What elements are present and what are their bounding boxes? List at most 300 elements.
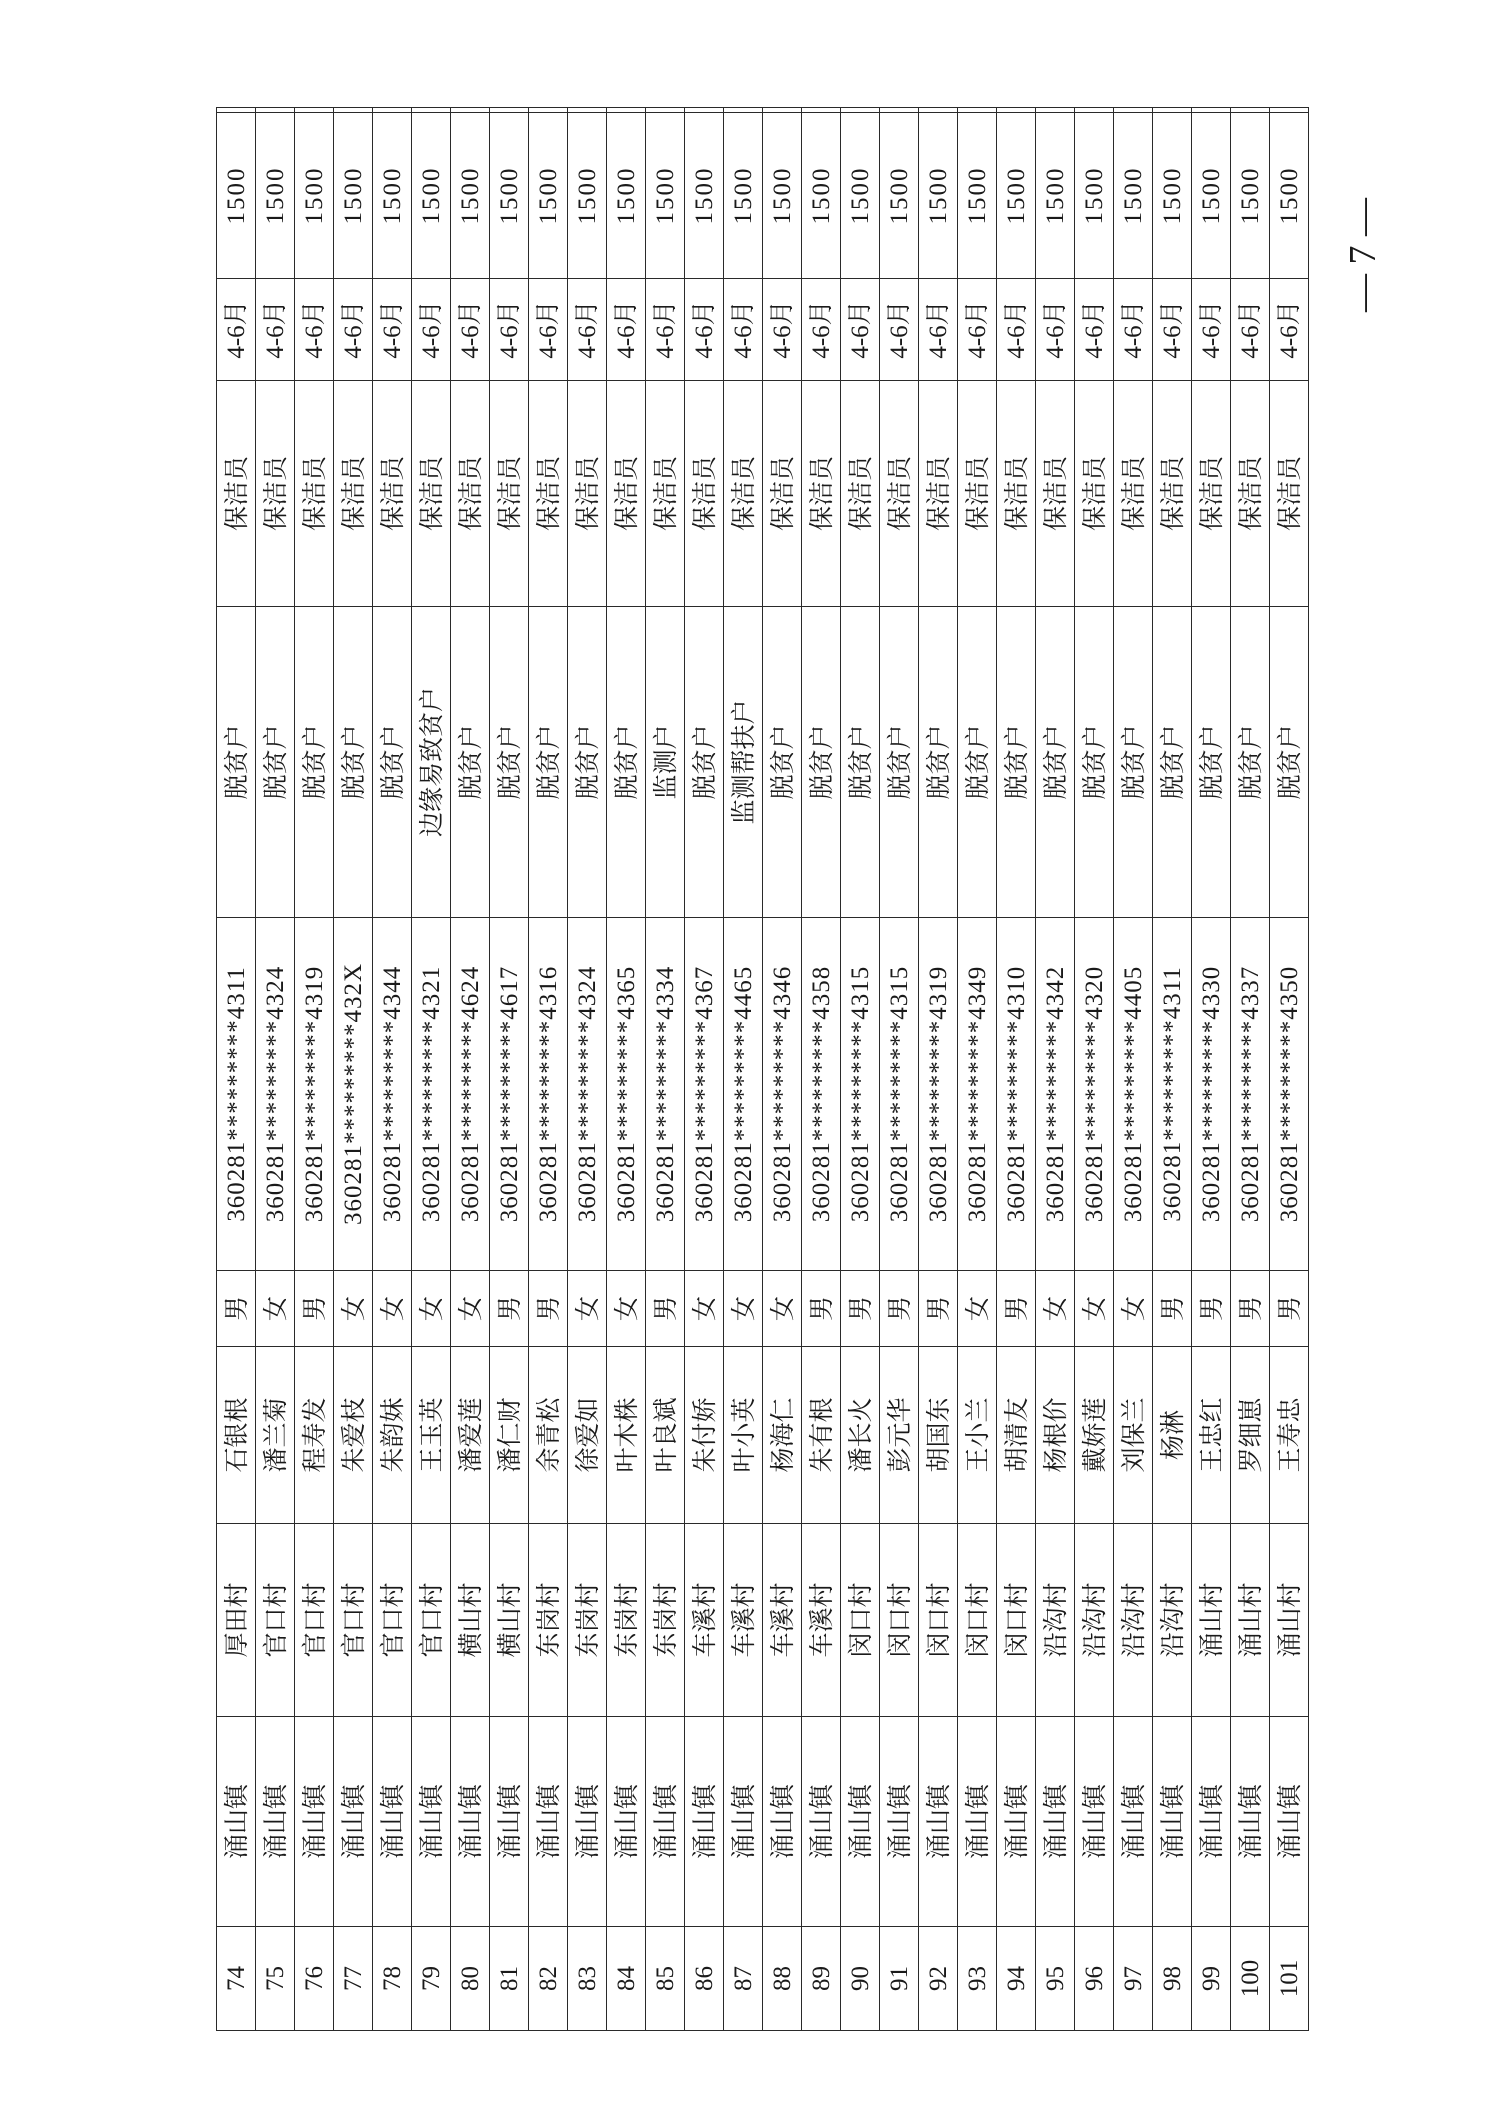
cell-months: 4-6月 [1036, 279, 1075, 381]
cell-remark [607, 108, 646, 113]
cell-name: 罗细崽 [1231, 1347, 1270, 1524]
cell-gender: 女 [412, 1271, 451, 1347]
cell-township: 涌山镇 [1153, 1717, 1192, 1927]
cell-post: 保洁员 [1192, 381, 1231, 607]
page-number [1339, 200, 1387, 310]
cell-township: 涌山镇 [724, 1717, 763, 1927]
cell-name: 彭元华 [880, 1347, 919, 1524]
cell-post: 保洁员 [880, 381, 919, 607]
cell-household-category: 脱贫户 [1075, 607, 1114, 918]
cell-id-number: 360281*********4311 [1153, 918, 1192, 1271]
cell-name: 刘保兰 [1114, 1347, 1153, 1524]
table-row [1153, 108, 1192, 2031]
cell-household-category: 脱贫户 [1114, 607, 1153, 918]
cell-household-category: 脱贫户 [529, 607, 568, 918]
cell-id-number: 360281*********4367 [685, 918, 724, 1271]
cell-township: 涌山镇 [997, 1717, 1036, 1927]
cell-amount: 1500 [1270, 113, 1309, 279]
cell-township: 涌山镇 [802, 1717, 841, 1927]
cell-remark [490, 108, 529, 113]
cell-remark [919, 108, 958, 113]
cell-gender: 男 [841, 1271, 880, 1347]
cell-id-number: 360281*********4617 [490, 918, 529, 1271]
cell-village: 闵口村 [958, 1524, 997, 1717]
cell-months: 4-6月 [646, 279, 685, 381]
cell-remark [529, 108, 568, 113]
cell-post: 保洁员 [412, 381, 451, 607]
table-row [1192, 108, 1231, 2031]
cell-amount: 1500 [802, 113, 841, 279]
cell-village: 横山村 [490, 1524, 529, 1717]
cell-amount: 1500 [451, 113, 490, 279]
cell-name: 叶良斌 [646, 1347, 685, 1524]
cell-row-number: 100 [1231, 1927, 1270, 2031]
cell-name: 余青松 [529, 1347, 568, 1524]
cell-village: 厚田村 [217, 1524, 256, 1717]
subsidy-roster-table [216, 107, 1309, 2031]
cell-months: 4-6月 [568, 279, 607, 381]
table-row [412, 108, 451, 2031]
cell-gender: 女 [256, 1271, 295, 1347]
cell-village: 涌山村 [1231, 1524, 1270, 1717]
cell-amount: 1500 [841, 113, 880, 279]
cell-remark [373, 108, 412, 113]
cell-post: 保洁员 [1036, 381, 1075, 607]
cell-amount: 1500 [1231, 113, 1270, 279]
cell-amount: 1500 [529, 113, 568, 279]
cell-township: 涌山镇 [295, 1717, 334, 1927]
cell-township: 涌山镇 [763, 1717, 802, 1927]
cell-household-category: 边缘易致贫户 [412, 607, 451, 918]
cell-amount: 1500 [334, 113, 373, 279]
cell-name: 杨根价 [1036, 1347, 1075, 1524]
cell-name: 叶小英 [724, 1347, 763, 1524]
cell-row-number: 99 [1192, 1927, 1231, 2031]
cell-village: 东岗村 [568, 1524, 607, 1717]
cell-village: 横山村 [451, 1524, 490, 1717]
table-row [1075, 108, 1114, 2031]
cell-household-category: 监测户 [646, 607, 685, 918]
cell-row-number: 89 [802, 1927, 841, 2031]
cell-gender: 女 [685, 1271, 724, 1347]
cell-row-number: 96 [1075, 1927, 1114, 2031]
table-row [1270, 108, 1309, 2031]
cell-name: 程寿发 [295, 1347, 334, 1524]
cell-remark [841, 108, 880, 113]
cell-township: 涌山镇 [256, 1717, 295, 1927]
cell-township: 涌山镇 [490, 1717, 529, 1927]
cell-months: 4-6月 [685, 279, 724, 381]
table-row [256, 108, 295, 2031]
roster-body [217, 108, 1309, 2031]
cell-months: 4-6月 [334, 279, 373, 381]
cell-id-number: 360281*********4337 [1231, 918, 1270, 1271]
cell-row-number: 82 [529, 1927, 568, 2031]
cell-post: 保洁员 [373, 381, 412, 607]
cell-remark [880, 108, 919, 113]
cell-village: 沿沟村 [1075, 1524, 1114, 1717]
table-row [841, 108, 880, 2031]
cell-months: 4-6月 [724, 279, 763, 381]
cell-id-number: 360281*********4319 [295, 918, 334, 1271]
cell-amount: 1500 [880, 113, 919, 279]
cell-post: 保洁员 [997, 381, 1036, 607]
cell-gender: 男 [1270, 1271, 1309, 1347]
cell-township: 涌山镇 [841, 1717, 880, 1927]
cell-remark [1075, 108, 1114, 113]
cell-post: 保洁员 [1231, 381, 1270, 607]
cell-post: 保洁员 [490, 381, 529, 607]
cell-amount: 1500 [1114, 113, 1153, 279]
cell-gender: 男 [802, 1271, 841, 1347]
cell-name: 王寿忠 [1270, 1347, 1309, 1524]
cell-gender: 女 [568, 1271, 607, 1347]
cell-row-number: 84 [607, 1927, 646, 2031]
cell-months: 4-6月 [529, 279, 568, 381]
cell-name: 朱有根 [802, 1347, 841, 1524]
cell-post: 保洁员 [802, 381, 841, 607]
cell-remark [412, 108, 451, 113]
cell-gender: 女 [1036, 1271, 1075, 1347]
cell-remark [334, 108, 373, 113]
cell-remark [1192, 108, 1231, 113]
cell-remark [685, 108, 724, 113]
cell-amount: 1500 [412, 113, 451, 279]
cell-months: 4-6月 [373, 279, 412, 381]
cell-village: 闵口村 [919, 1524, 958, 1717]
cell-post: 保洁员 [568, 381, 607, 607]
cell-row-number: 83 [568, 1927, 607, 2031]
table-row [529, 108, 568, 2031]
cell-village: 车溪村 [724, 1524, 763, 1717]
cell-amount: 1500 [1192, 113, 1231, 279]
cell-post: 保洁员 [763, 381, 802, 607]
table-row [451, 108, 490, 2031]
cell-remark [1231, 108, 1270, 113]
cell-township: 涌山镇 [685, 1717, 724, 1927]
cell-township: 涌山镇 [529, 1717, 568, 1927]
cell-gender: 女 [334, 1271, 373, 1347]
table-row [763, 108, 802, 2031]
cell-gender: 女 [373, 1271, 412, 1347]
cell-household-category: 脱贫户 [958, 607, 997, 918]
cell-id-number: 360281*********4344 [373, 918, 412, 1271]
cell-village: 官口村 [256, 1524, 295, 1717]
cell-months: 4-6月 [1231, 279, 1270, 381]
cell-gender: 男 [919, 1271, 958, 1347]
cell-household-category: 脱贫户 [1231, 607, 1270, 918]
cell-id-number: 360281*********4358 [802, 918, 841, 1271]
cell-row-number: 86 [685, 1927, 724, 2031]
cell-row-number: 79 [412, 1927, 451, 2031]
cell-household-category: 监测帮扶户 [724, 607, 763, 918]
cell-post: 保洁员 [724, 381, 763, 607]
cell-gender: 男 [646, 1271, 685, 1347]
cell-post: 保洁员 [958, 381, 997, 607]
cell-household-category: 脱贫户 [763, 607, 802, 918]
cell-name: 朱爱枝 [334, 1347, 373, 1524]
cell-name: 杨淋 [1153, 1347, 1192, 1524]
cell-household-category: 脱贫户 [1153, 607, 1192, 918]
cell-village: 官口村 [295, 1524, 334, 1717]
cell-id-number: 360281*********4334 [646, 918, 685, 1271]
cell-name: 徐爱如 [568, 1347, 607, 1524]
cell-township: 涌山镇 [334, 1717, 373, 1927]
cell-gender: 男 [880, 1271, 919, 1347]
cell-amount: 1500 [958, 113, 997, 279]
cell-post: 保洁员 [295, 381, 334, 607]
cell-household-category: 脱贫户 [295, 607, 334, 918]
cell-id-number: 360281*********4346 [763, 918, 802, 1271]
cell-amount: 1500 [763, 113, 802, 279]
cell-gender: 男 [997, 1271, 1036, 1347]
cell-id-number: 360281*********4324 [256, 918, 295, 1271]
cell-row-number: 80 [451, 1927, 490, 2031]
cell-row-number: 93 [958, 1927, 997, 2031]
cell-id-number: 360281*********4330 [1192, 918, 1231, 1271]
cell-row-number: 88 [763, 1927, 802, 2031]
cell-amount: 1500 [724, 113, 763, 279]
cell-name: 王玉英 [412, 1347, 451, 1524]
cell-months: 4-6月 [763, 279, 802, 381]
cell-village: 东岗村 [529, 1524, 568, 1717]
cell-remark [451, 108, 490, 113]
cell-village: 车溪村 [802, 1524, 841, 1717]
cell-village: 官口村 [334, 1524, 373, 1717]
table-row [217, 108, 256, 2031]
cell-row-number: 97 [1114, 1927, 1153, 2031]
cell-household-category: 脱贫户 [373, 607, 412, 918]
cell-post: 保洁员 [1114, 381, 1153, 607]
cell-township: 涌山镇 [1192, 1717, 1231, 1927]
cell-months: 4-6月 [1114, 279, 1153, 381]
cell-village: 东岗村 [646, 1524, 685, 1717]
cell-household-category: 脱贫户 [607, 607, 646, 918]
table-row [295, 108, 334, 2031]
cell-post: 保洁员 [451, 381, 490, 607]
cell-id-number: 360281*********432X [334, 918, 373, 1271]
cell-months: 4-6月 [958, 279, 997, 381]
cell-amount: 1500 [568, 113, 607, 279]
table-row [490, 108, 529, 2031]
cell-gender: 女 [1114, 1271, 1153, 1347]
cell-township: 涌山镇 [1270, 1717, 1309, 1927]
cell-remark [568, 108, 607, 113]
table-row [1231, 108, 1270, 2031]
cell-post: 保洁员 [607, 381, 646, 607]
cell-months: 4-6月 [1192, 279, 1231, 381]
cell-remark [802, 108, 841, 113]
cell-village: 涌山村 [1192, 1524, 1231, 1717]
cell-village: 车溪村 [685, 1524, 724, 1717]
cell-amount: 1500 [919, 113, 958, 279]
cell-id-number: 360281*********4349 [958, 918, 997, 1271]
cell-row-number: 95 [1036, 1927, 1075, 2031]
cell-months: 4-6月 [802, 279, 841, 381]
cell-name: 潘兰菊 [256, 1347, 295, 1524]
table-row [568, 108, 607, 2031]
cell-gender: 女 [958, 1271, 997, 1347]
cell-township: 涌山镇 [646, 1717, 685, 1927]
cell-remark [1153, 108, 1192, 113]
cell-months: 4-6月 [607, 279, 646, 381]
cell-household-category: 脱贫户 [256, 607, 295, 918]
cell-household-category: 脱贫户 [919, 607, 958, 918]
cell-gender: 女 [607, 1271, 646, 1347]
cell-months: 4-6月 [412, 279, 451, 381]
cell-township: 涌山镇 [607, 1717, 646, 1927]
cell-post: 保洁员 [256, 381, 295, 607]
cell-amount: 1500 [295, 113, 334, 279]
cell-row-number: 81 [490, 1927, 529, 2031]
cell-post: 保洁员 [217, 381, 256, 607]
cell-village: 闵口村 [997, 1524, 1036, 1717]
cell-gender: 女 [451, 1271, 490, 1347]
cell-amount: 1500 [646, 113, 685, 279]
cell-amount: 1500 [1153, 113, 1192, 279]
cell-row-number: 87 [724, 1927, 763, 2031]
cell-row-number: 90 [841, 1927, 880, 2031]
cell-row-number: 91 [880, 1927, 919, 2031]
table-row [802, 108, 841, 2031]
cell-household-category: 脱贫户 [1192, 607, 1231, 918]
cell-remark [724, 108, 763, 113]
cell-township: 涌山镇 [1231, 1717, 1270, 1927]
cell-id-number: 360281*********4624 [451, 918, 490, 1271]
table-row [880, 108, 919, 2031]
cell-name: 潘爱莲 [451, 1347, 490, 1524]
page-number-text: — 7 — [1342, 198, 1384, 312]
cell-months: 4-6月 [256, 279, 295, 381]
cell-gender: 女 [724, 1271, 763, 1347]
cell-amount: 1500 [607, 113, 646, 279]
table-row [919, 108, 958, 2031]
cell-household-category: 脱贫户 [1270, 607, 1309, 918]
cell-name: 胡国东 [919, 1347, 958, 1524]
cell-post: 保洁员 [529, 381, 568, 607]
cell-months: 4-6月 [841, 279, 880, 381]
cell-row-number: 92 [919, 1927, 958, 2031]
cell-remark [217, 108, 256, 113]
cell-id-number: 360281*********4321 [412, 918, 451, 1271]
cell-row-number: 74 [217, 1927, 256, 2031]
cell-village: 车溪村 [763, 1524, 802, 1717]
cell-months: 4-6月 [1075, 279, 1114, 381]
cell-name: 叶木株 [607, 1347, 646, 1524]
cell-row-number: 101 [1270, 1927, 1309, 2031]
cell-village: 官口村 [412, 1524, 451, 1717]
cell-gender: 女 [763, 1271, 802, 1347]
cell-amount: 1500 [685, 113, 724, 279]
cell-amount: 1500 [256, 113, 295, 279]
cell-row-number: 76 [295, 1927, 334, 2031]
cell-remark [646, 108, 685, 113]
cell-months: 4-6月 [997, 279, 1036, 381]
cell-name: 石银根 [217, 1347, 256, 1524]
cell-name: 朱付娇 [685, 1347, 724, 1524]
cell-id-number: 360281*********4311 [217, 918, 256, 1271]
cell-amount: 1500 [997, 113, 1036, 279]
cell-remark [295, 108, 334, 113]
table-row [685, 108, 724, 2031]
cell-row-number: 78 [373, 1927, 412, 2031]
cell-household-category: 脱贫户 [880, 607, 919, 918]
cell-id-number: 360281*********4320 [1075, 918, 1114, 1271]
cell-months: 4-6月 [217, 279, 256, 381]
cell-village: 闵口村 [841, 1524, 880, 1717]
cell-name: 杨海仁 [763, 1347, 802, 1524]
cell-id-number: 360281*********4324 [568, 918, 607, 1271]
table-row [958, 108, 997, 2031]
cell-name: 朱韵妹 [373, 1347, 412, 1524]
cell-row-number: 77 [334, 1927, 373, 2031]
cell-household-category: 脱贫户 [1036, 607, 1075, 918]
cell-village: 官口村 [373, 1524, 412, 1717]
table-row [724, 108, 763, 2031]
cell-post: 保洁员 [1153, 381, 1192, 607]
cell-township: 涌山镇 [1075, 1717, 1114, 1927]
table-row [646, 108, 685, 2031]
cell-amount: 1500 [1075, 113, 1114, 279]
cell-name: 胡清友 [997, 1347, 1036, 1524]
cell-gender: 男 [1192, 1271, 1231, 1347]
cell-township: 涌山镇 [373, 1717, 412, 1927]
cell-months: 4-6月 [880, 279, 919, 381]
cell-village: 沿沟村 [1114, 1524, 1153, 1717]
cell-row-number: 85 [646, 1927, 685, 2031]
cell-name: 潘仁财 [490, 1347, 529, 1524]
cell-name: 王忠红 [1192, 1347, 1231, 1524]
cell-gender: 男 [217, 1271, 256, 1347]
cell-household-category: 脱贫户 [568, 607, 607, 918]
cell-township: 涌山镇 [217, 1717, 256, 1927]
table-row [997, 108, 1036, 2031]
cell-township: 涌山镇 [412, 1717, 451, 1927]
cell-months: 4-6月 [490, 279, 529, 381]
cell-name: 王小兰 [958, 1347, 997, 1524]
cell-village: 闵口村 [880, 1524, 919, 1717]
cell-id-number: 360281*********4316 [529, 918, 568, 1271]
cell-household-category: 脱贫户 [685, 607, 724, 918]
cell-post: 保洁员 [841, 381, 880, 607]
table-row [334, 108, 373, 2031]
cell-remark [763, 108, 802, 113]
table-row [607, 108, 646, 2031]
cell-id-number: 360281*********4342 [1036, 918, 1075, 1271]
cell-remark [1270, 108, 1309, 113]
cell-months: 4-6月 [1270, 279, 1309, 381]
cell-remark [256, 108, 295, 113]
cell-township: 涌山镇 [958, 1717, 997, 1927]
cell-post: 保洁员 [1075, 381, 1114, 607]
cell-amount: 1500 [490, 113, 529, 279]
cell-post: 保洁员 [1270, 381, 1309, 607]
cell-remark [1114, 108, 1153, 113]
cell-household-category: 脱贫户 [490, 607, 529, 918]
cell-village: 东岗村 [607, 1524, 646, 1717]
cell-months: 4-6月 [919, 279, 958, 381]
cell-id-number: 360281*********4310 [997, 918, 1036, 1271]
cell-months: 4-6月 [1153, 279, 1192, 381]
cell-post: 保洁员 [334, 381, 373, 607]
cell-remark [1036, 108, 1075, 113]
cell-id-number: 360281*********4350 [1270, 918, 1309, 1271]
cell-household-category: 脱贫户 [334, 607, 373, 918]
cell-household-category: 脱贫户 [451, 607, 490, 918]
cell-remark [958, 108, 997, 113]
cell-gender: 男 [1153, 1271, 1192, 1347]
cell-gender: 男 [529, 1271, 568, 1347]
